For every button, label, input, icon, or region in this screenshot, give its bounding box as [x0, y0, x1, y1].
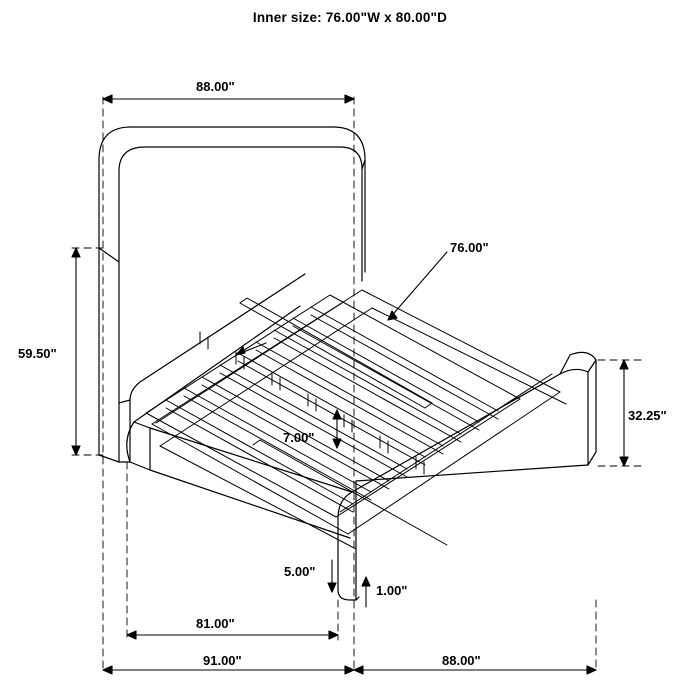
- dimension-label-clearance: 5.00": [284, 564, 316, 579]
- page-title: Inner size: 76.00"W x 80.00"D: [252, 10, 448, 25]
- dimension-label-slat-gap: 7.00": [283, 430, 315, 445]
- headboard-shape: [99, 127, 365, 462]
- dimension-label-foot-height: 1.00": [376, 583, 408, 598]
- dimension-label-headboard-height: 59.50": [18, 346, 57, 361]
- dimension-label-footboard-height: 32.25": [628, 408, 667, 423]
- left-side-rail: [119, 274, 352, 538]
- dimension-label-outer-depth: 91.00": [203, 653, 242, 668]
- footboard-shape: [338, 352, 596, 600]
- dimension-label-bottom-width: 88.00": [442, 653, 481, 668]
- dimension-label-slat-width: 76.00": [450, 240, 489, 255]
- dimension-label-top-width: 88.00": [196, 79, 235, 94]
- dimension-label-inner-depth: 81.00": [196, 616, 235, 631]
